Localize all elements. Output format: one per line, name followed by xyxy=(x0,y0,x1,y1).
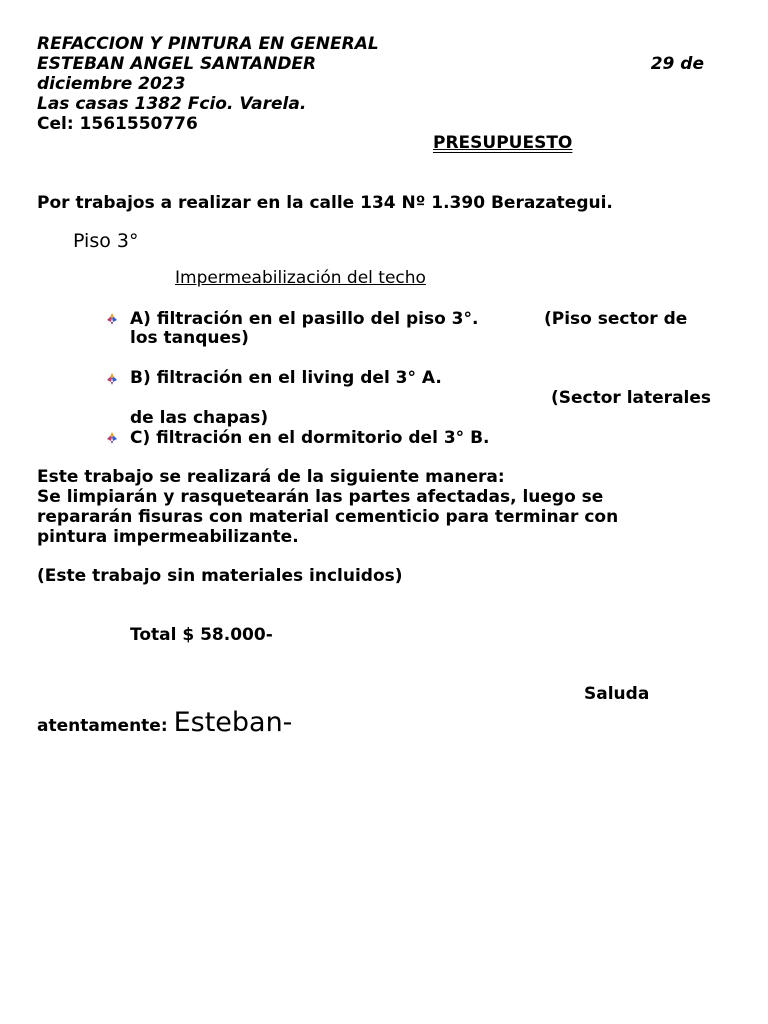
method-line: Se limpiarán y rasquetearán las partes afectadas, luego se xyxy=(37,487,604,507)
address: Las casas 1382 Fcio. Varela. xyxy=(37,94,307,114)
list-item-a-note-cont: los tanques) xyxy=(130,328,249,348)
total-amount: Total $ 58.000- xyxy=(130,625,273,645)
method-line: Este trabajo se realizará de la siguiente manera: xyxy=(37,467,505,487)
date-month-year: diciembre 2023 xyxy=(37,74,186,94)
list-item-a-note: (Piso sector de xyxy=(544,309,688,329)
phone: Cel: 1561550776 xyxy=(37,114,198,134)
method-line: repararán fisuras con material cementicio para terminar con xyxy=(37,507,619,527)
materials-note: (Este trabajo sin materiales incluidos) xyxy=(37,566,403,586)
closing-signature-line xyxy=(37,706,292,743)
floor-heading: Piso 3° xyxy=(73,230,139,252)
list-item-b: B) filtración en el living del 3° A. xyxy=(130,368,442,388)
intro-text: Por trabajos a realizar en la calle 134 Nº 1.390 Berazategui. xyxy=(37,193,613,213)
owner-name: ESTEBAN ANGEL SANTANDER xyxy=(37,54,317,74)
bullet-icon xyxy=(106,432,118,444)
method-line: pintura impermeabilizante. xyxy=(37,527,299,547)
work-subtitle: Impermeabilización del techo xyxy=(175,268,426,288)
list-item-b-note-cont: de las chapas) xyxy=(130,408,269,428)
list-item-a: A) filtración en el pasillo del piso 3°. xyxy=(130,309,479,329)
list-item-b-note: (Sector laterales xyxy=(551,388,712,408)
signature-name: Esteban- xyxy=(173,707,293,738)
date-day: 29 de xyxy=(650,54,704,74)
bullet-icon xyxy=(106,313,118,325)
document-title: PRESUPUESTO xyxy=(433,133,573,153)
closing-atentamente: atentamente: xyxy=(37,716,168,736)
bullet-icon xyxy=(106,373,118,385)
closing-saluda: Saluda xyxy=(584,684,650,704)
business-line: REFACCION Y PINTURA EN GENERAL xyxy=(37,34,379,54)
list-item-c: C) filtración en el dormitorio del 3° B. xyxy=(130,428,490,448)
